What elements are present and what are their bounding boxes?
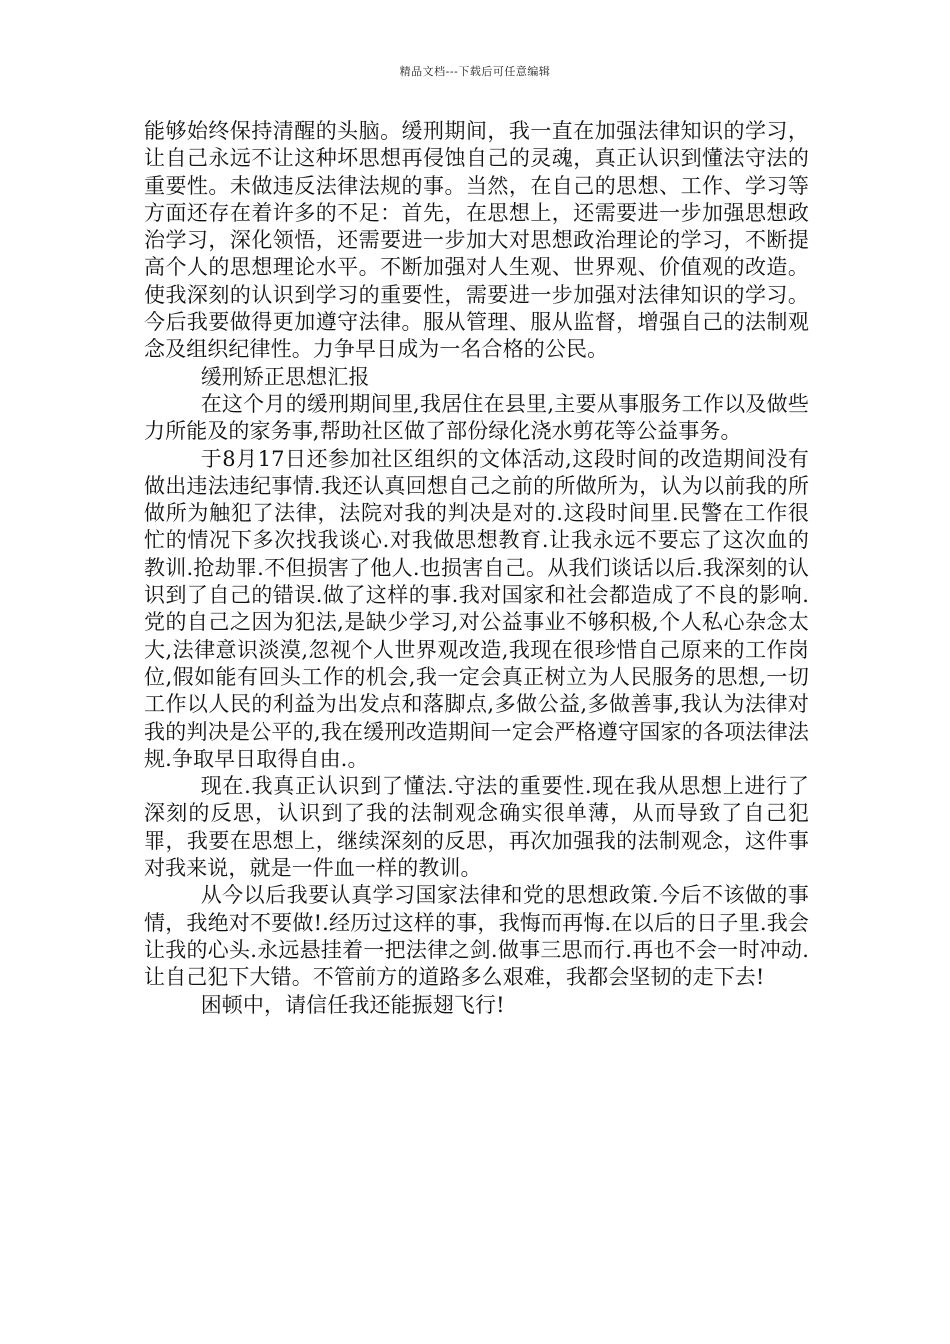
paragraph-5: 从今以后我要认真学习国家法律和党的思想政策.今后不该做的事情，我绝对不要做!.经历过这样的事，我悔而再悔.在以后的日子里.我会让我的心头.永远悬挂着一把法律之剑.做事三思而行.再也不会一时冲动.让自己犯下大错。不管前方的道路多么艰难，我都会坚韧的走下去! [144,883,809,990]
paragraph-4: 现在.我真正认识到了懂法.守法的重要性.现在我从思想上进行了深刻的反思，认识到了我的法制观念确实很单薄，从而导致了自己犯罪，我要在思想上，继续深刻的反思，再次加强我的法制观念，这件事对我来说，就是一件血一样的教训。 [144,774,809,881]
paragraph-1: 能够始终保持清醒的头脑。缓刑期间，我一直在加强法律知识的学习，让自己永远不让这种坏思想再侵蚀自己的灵魂，真正认识到懂法守法的重要性。未做违反法律法规的事。当然，在自己的思想、工作、学习等方面还存在着许多的不足：首先，在思想上，还需要进一步加强思想政治学习，深化领悟，还需要进一步加大对思想政治理论的学习，不断提高个人的思想理论水平。不断加强对人生观、世界观、价值观的改造。使我深刻的认识到学习的重要性，需要进一步加强对法律知识的学习。今后我要做得更加遵守法律。服从管理、服从监督，增强自己的法制观念及组织纪律性。力争早日成为一名合格的公民。 [144,119,809,362]
paragraph-3: 于8月17日还参加社区组织的文体活动,这段时间的改造期间没有做出违法违纪事情.我还认真回想自己之前的所做所为，认为以前我的所做所为触犯了法律，法院对我的判决是对的.这段时间里.民警在工作很忙的情况下多次找我谈心.对我做思想教育.让我永远不要忘了这次血的教训.抢劫罪.不但损害了他人.也损害自己。从我们谈话以后.我深刻的认识到了自己的错误.做了这样的事.我对国家和社会都造成了不良的影响.党的自己之因为犯法,是缺少学习,对公益事业不够积极,个人私心杂念太大,法律意识淡漠,忽视个人世界观改造,我现在很珍惜自己原来的工作岗位,假如能有回头工作的机会,我一定会真正树立为人民服务的思想,一切工作以人民的利益为出发点和落脚点,多做公益,多做善事,我认为法律对我的判决是公平的,我在缓刑改造期间一定会严格遵守国家的各项法律法规.争取早日取得自由.。 [144,446,809,771]
section-heading: 缓刑矫正思想汇报 [200,364,370,389]
document-body [144,118,809,1019]
paragraph-2: 在这个月的缓刑期间里,我居住在县里,主要从事服务工作以及做些力所能及的家务事,帮助社区做了部份绿化浇水剪花等公益事务。 [144,391,809,444]
page-header: 精品文档---下载后可任意编辑 [399,65,551,78]
paragraph-6: 困顿中，请信任我还能振翅飞行! [200,992,505,1017]
